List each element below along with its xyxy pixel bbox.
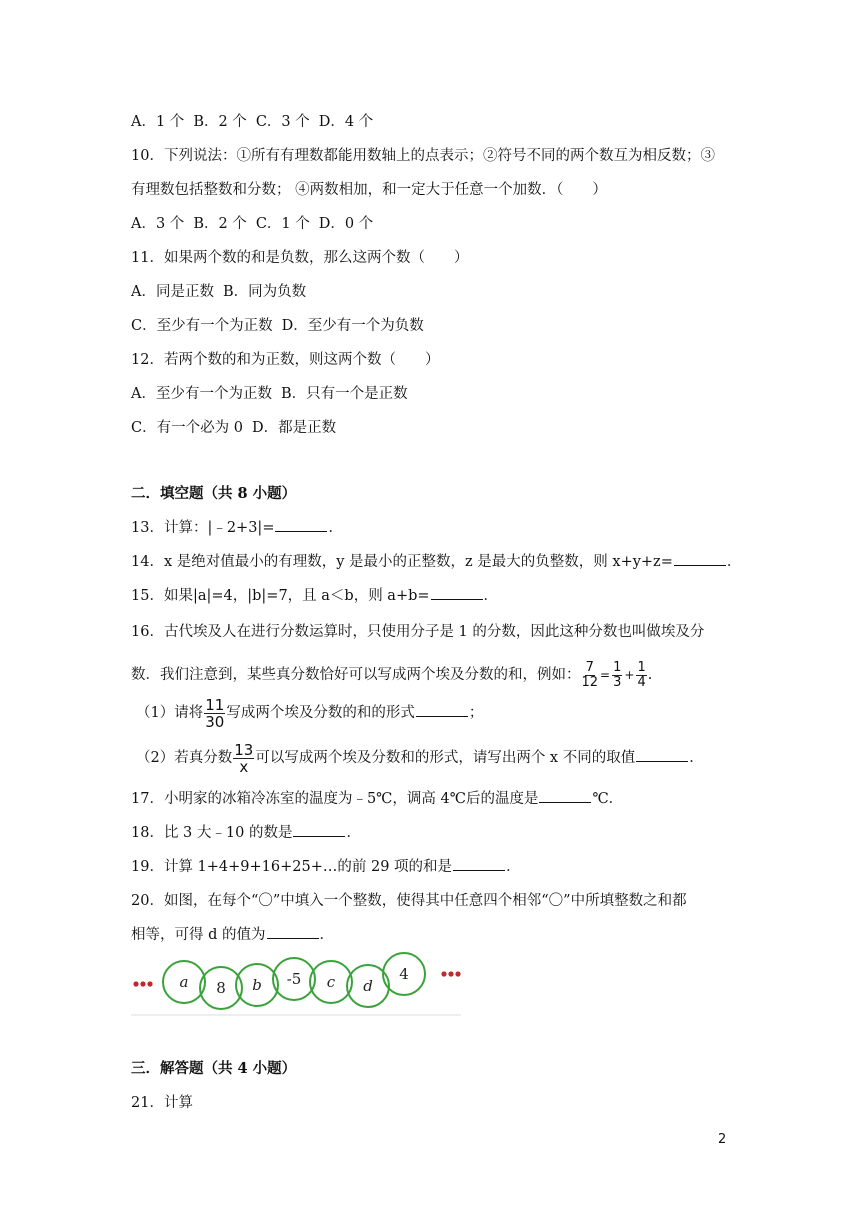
q10-options [131, 214, 373, 234]
denominator: 30 [205, 712, 225, 731]
answer-blank[interactable] [416, 703, 468, 717]
q16-part1 [136, 694, 483, 732]
q20-end: ． [319, 927, 334, 943]
q16-part2-end: ． [689, 750, 704, 766]
option-b[interactable]: B．同为负数 [222, 284, 307, 300]
fraction-7-12 [582, 661, 599, 690]
q16-part2-post: 可以写成两个埃及分数和的形式，请写出两个 x 不同的取值 [255, 750, 636, 766]
option-b[interactable]: B．只有一个是正数 [280, 386, 408, 402]
option-c[interactable]: C．有一个必为 0 [131, 420, 243, 436]
q16-line2-text: 数．我们注意到，某些真分数恰好可以写成两个埃及分数的和，例如： [131, 667, 581, 683]
q13-end: ． [328, 520, 343, 536]
q9-options [131, 112, 373, 132]
q15 [131, 586, 498, 606]
q20-line2-text: 相等，可得 d 的值为 [131, 927, 266, 943]
section-2-title: 二．填空题（共 8 小题） [131, 485, 297, 502]
option-a[interactable]: A．1 个 [131, 114, 185, 130]
q17-text: 17．小明家的冰箱冷冻室的温度为﹣5℃，调高 4℃后的温度是 [131, 791, 539, 807]
denominator: 12 [581, 674, 599, 690]
section-3-title: 三．解答题（共 4 小题） [131, 1060, 297, 1077]
q19-text: 19．计算 1+4+9+16+25+…的前 29 项的和是 [131, 859, 453, 875]
ellipsis-left [133, 981, 152, 986]
circle-label-2: 8 [216, 979, 226, 997]
circle-label-1: a [179, 973, 189, 991]
q12-stem: 12．若两个数的和为正数，则这两个数（ ） [131, 352, 440, 368]
q18-text: 18．比 3 大﹣10 的数是 [131, 825, 293, 841]
circle-label-7: 4 [399, 965, 409, 983]
q21: 21．计算 [131, 1095, 193, 1111]
answer-blank[interactable] [539, 789, 591, 803]
ellipsis-right [441, 971, 460, 976]
option-a[interactable]: A．3 个 [131, 216, 185, 232]
q10-line1: 10．下列说法：①所有有理数都能用数轴上的点表示；②符号不同的两个数互为相反数；③ [131, 148, 715, 164]
option-a[interactable]: A．同是正数 [131, 284, 214, 300]
q16-part1-post: 写成两个埃及分数的和的形式 [226, 705, 415, 721]
q16-part1-end: ； [468, 705, 484, 721]
q17-end: ℃． [592, 791, 624, 807]
q15-end: ． [483, 588, 499, 604]
q19-end: ． [506, 859, 521, 875]
numerator: 1 [637, 659, 646, 675]
fraction-1-3 [612, 661, 622, 690]
option-d[interactable]: D．至少有一个为负数 [281, 318, 424, 334]
equals-sign: = [600, 668, 611, 682]
fraction-13-x [233, 742, 254, 775]
fraction-1-4 [636, 661, 646, 690]
option-b[interactable]: B．2 个 [193, 216, 247, 232]
answer-blank[interactable] [453, 857, 505, 871]
q11-options-cd [131, 316, 424, 336]
q18 [131, 823, 361, 843]
q14-text: 14．x 是绝对值最小的有理数，y 是最小的正整数，z 是最大的负整数，则 x+y+z= [131, 554, 673, 570]
option-d[interactable]: D．都是正数 [251, 420, 337, 436]
circle-label-6: d [363, 977, 373, 995]
answer-blank[interactable] [267, 925, 319, 939]
q17 [131, 789, 623, 809]
q12-options-ab [131, 384, 408, 404]
q11-stem: 11．如果两个数的和是负数，那么这两个数（ ） [131, 250, 469, 266]
period: . [647, 667, 653, 683]
answer-blank[interactable] [674, 552, 726, 566]
circle-group [163, 953, 425, 1009]
circle-label-5: c [326, 973, 336, 991]
circle-chain-figure [131, 952, 466, 1018]
q20-line2 [131, 925, 334, 945]
q16-part2-pre: （2）若真分数 [136, 750, 233, 766]
answer-blank[interactable] [636, 748, 688, 762]
option-c[interactable]: C．至少有一个为正数 [131, 318, 273, 334]
q14-end: ． [726, 554, 742, 570]
numerator: 7 [585, 659, 594, 675]
circle-label-4: -5 [286, 970, 302, 988]
q16-line1: 16．古代埃及人在进行分数运算时，只使用分子是 1 的分数，因此这种分数也叫做埃及分 [131, 624, 705, 640]
q16-part1-pre: （1）请将 [136, 705, 204, 721]
denominator: 4 [637, 674, 646, 690]
q16-part2 [136, 739, 704, 777]
answer-blank[interactable] [293, 823, 345, 837]
q18-end: ． [346, 825, 361, 841]
plus-sign: + [624, 668, 635, 682]
answer-blank[interactable] [431, 586, 483, 600]
q13 [131, 518, 343, 538]
fraction-11-30 [204, 697, 225, 730]
q19 [131, 857, 521, 877]
numerator: 13 [234, 740, 254, 759]
q12-options-cd [131, 418, 336, 438]
denominator: x [239, 757, 249, 776]
numerator: 11 [205, 695, 225, 714]
option-b[interactable]: B．2 个 [193, 114, 247, 130]
option-a[interactable]: A．至少有一个为正数 [131, 386, 272, 402]
circle-label-3: b [252, 976, 262, 994]
q11-options-ab [131, 282, 306, 302]
option-c[interactable]: C．3 个 [255, 114, 310, 130]
page-number: 2 [718, 1132, 727, 1147]
answer-blank[interactable] [275, 518, 327, 532]
denominator: 3 [613, 674, 622, 690]
q20-line1: 20．如图，在每个“〇”中填入一个整数，使得其中任意四个相邻“〇”中所填整数之和都 [131, 893, 687, 909]
q14 [131, 552, 741, 572]
numerator: 1 [613, 659, 622, 675]
q13-text: 13．计算：|﹣2+3|= [131, 520, 275, 536]
q16-line2 [131, 657, 652, 693]
option-d[interactable]: D．4 个 [318, 114, 374, 130]
option-d[interactable]: D．0 个 [318, 216, 374, 232]
q15-text: 15．如果|a|=4，|b|=7，且 a＜b，则 a+b= [131, 588, 430, 604]
q10-line2: 有理数包括整数和分数； ④两数相加，和一定大于任意一个加数．（ ） [131, 182, 607, 198]
option-c[interactable]: C．1 个 [255, 216, 310, 232]
